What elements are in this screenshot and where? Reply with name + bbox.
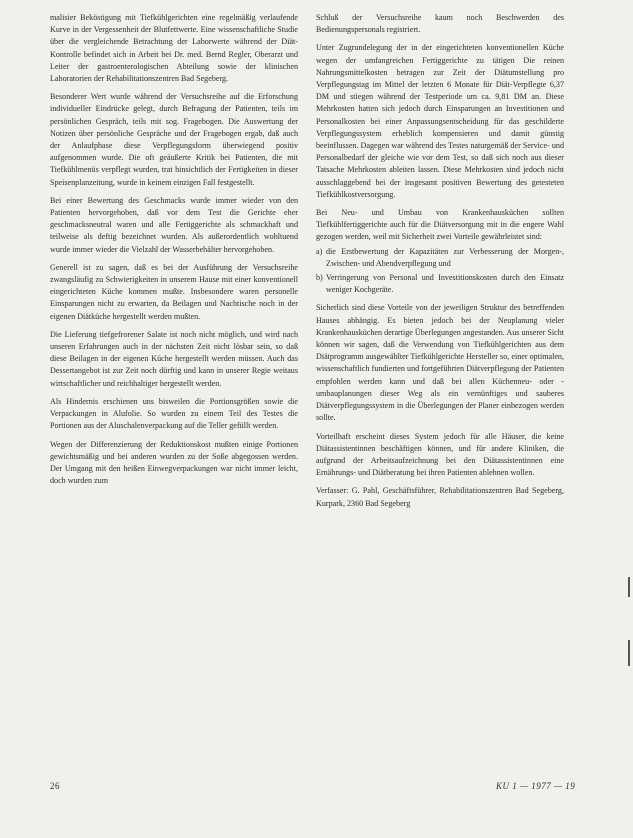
paragraph: Bei einer Bewertung des Geschmacks wurde immer wieder von den Patienten hervorgehoben, daß vor dem Test die Gerichte eher geschmacksneutral waren und alle Fertiggerichte als schmackhaft und teilweise als deftig bezeichnet wurden. Als außerordentlich wohltuend wurde immer wieder die Vielzahl der Wasserbehälter hervorgehoben. (50, 195, 298, 254)
paragraph: Sicherlich sind diese Vorteile von der jeweiligen Struktur des betreffenden Hauses abhängig. Es bieten jedoch bei der Neuplanung vieler Krankenhausküchen derartige Überlegungen angestanden. Aus unserer Sicht können wir sagen, daß die Verwendung von Tiefkühlgerichten aus dem Diätprogramm ausgewählter Tiefkühlgerichte Hersteller so, einer optimalen, wissenschaftlich fundierten und fortgeführten Diätverpflegung der Patienten empfohlen werden kann und daß bei allen Küchenneu- oder -umbauplanungen dieser Weg als ein vernünftiges und sauberes Diätverpflegungssystem in die Überlegungen der Planer einbezogen werden sollte. (316, 303, 564, 423)
list-item-label: a) (316, 246, 323, 256)
list-item (316, 246, 564, 270)
paragraph: Unter Zugrundelegung der in der eingerichteten konventionellen Küche wegen der umfangreichen Fertiggerichte zu tätigen Die reinen Nahrungsmittelkosten betragen zur Zeit der Diätumstellung pro Verpflegungstag im Mittel der letzten 6 Monate für Diät-Verpflegte 6,37 DM und stiegen während der Testperiode um ca. 9,81 DM an. Diese Mehrkosten hatten sich jedoch durch Einsparungen an Investitionen und Personalkosten bei einer Anpassungsentscheidung für das geschilderte Verpflegungssystem erheblich kompensieren und damit günstig beeinflussen. Dagegen war während des Testes naturgemäß der Service- und Personalbedarf der gleiche wie vor dem Test, so daß sich noch aus dieser Tatsache Mehrkosten ableiten lassen. Diese Mehrkosten sind jedoch nicht ausschlaggebend bei der insgesamt positiven Bewertung des getesteten Tiefkühlkostversorgung. (316, 43, 564, 199)
paragraph: Als Hindernis erschienen uns bisweilen die Portionsgrößen sowie die Verpackungen in Alufolie. So wurden zu einem Teil des Testes die Portionen aus der Aluschalenverpackung auf die Teller gefüllt werden. (50, 396, 298, 431)
list-item-text: Verringerung von Personal und Investitionskosten durch den Einsatz weniger Kochgeräte. (326, 273, 564, 295)
paragraph: Generell ist zu sagen, daß es bei der Ausführung der Versuchsreihe zwangsläufig zu Schwierigkeiten in unserem Hause mit einer konventionell eingerichteten Küche kommen mußte. Insbesondere waren personelle Einsparungen nicht zu erwarten, da Beilagen und Nachtische noch in der eigenen Diätküche hergestellt werden mußten. (50, 262, 298, 321)
right-text-column (316, 12, 564, 516)
paragraph: Besonderer Wert wurde während der Versuchsreihe auf die Erforschung individueller Eindrücke gelegt, durch Befragung der Patienten, teils im persönlichen Gespräch, teils mit sog. Fragebogen. Die Auswertung der Notizen über persönliche Gespräche und der Fragebogen ergab, daß auch der Anlaufphase diese Verpflegungsform überwiegend positiv aufgenommen wurde. Die oft geäußerte Kritik bei Patienten, die mit Tiefkühlmenüs verpflegt wurden, trat hinsichtlich der Fertigkeiten in dieser Speisenplanzeitung, wurde in keinem einzigen Fall festgestellt. (50, 92, 298, 187)
page-number: 26 (50, 781, 60, 791)
list-item (316, 272, 564, 296)
paragraph: malisier Beköstigung mit Tiefkühlgerichten eine regelmäßig verlaufende Kurve in der Vergessenheit der Blutfettwerte. Eine wissenschaftliche Studie über die vergleichende Betrachtung der Laborwerte während der Diät-Kontrolle befindet sich in Arbeit bei Dr. med. Bernd Regler, Oberarzt und Leiter der gastroenterologischen Abteilung sowie der klinischen Laboratorien der Rehabilitationszentren Bad Segeberg. (50, 13, 298, 84)
paragraph: Bei Neu- und Umbau von Krankenhausküchen sollten Tiefkühlfertiggerichte auch für die Diätversorgung mit in die engere Wahl gezogen werden, weil mit Sicherheit zwei Vorteile gewährleistet sind: (316, 208, 564, 242)
issue-reference: KU 1 — 1977 — 19 (496, 781, 576, 791)
author-note: Verfasser: G. Pahl, Geschäftsführer, Rehabilitationszentren Bad Segeberg, Kurpark, 2360 Bad Segeberg (316, 486, 564, 508)
paragraph: Wegen der Differenzierung der Reduktionskost mußten einige Portionen gewichtsmäßig und bei anderen wurden zu der Soße abgegossen werden. Der Umgang mit den heißen Einwegverpackungen war nicht immer leicht, doch wurden zum (50, 439, 298, 486)
left-text-column (50, 12, 298, 493)
paragraph: Vorteilhaft erscheint dieses System jedoch für alle Häuser, die keine Diätassistentinnen beschäftigen können, und für andere Kliniken, die aufgrund der Arbeitsaufzeichnung bei den Diätassistentinnen eine Ernährungs- und Diätberatung bei ihren Patienten ablehnen wollen. (316, 431, 564, 478)
scan-edge-mark (628, 640, 630, 666)
paragraph: Schluß der Versuchsreihe kaum noch Beschwerden des Bedienungspersonals registriert. (316, 13, 564, 35)
paragraph: Die Lieferung tiefgefrorener Salate ist noch nicht möglich, und wird nach unseren Erfahrungen auch in der nächsten Zeit nicht lösbar sein, so daß diese Beilagen in der eigenen Küche hergestellt werden müssen. Auch das Dessertangebot ist zur Zeit noch dürftig und kann in unserer Regie weitaus wirtschaftlicher und reichhaltiger hergestellt werden. (50, 329, 298, 388)
list-item-label: b) (316, 273, 323, 283)
list-item-text: die Erstbewertung der Kapazitäten zur Verbesserung der Morgen-, Zwischen- und Abendverpflegung und (326, 246, 564, 268)
scan-edge-mark (628, 577, 630, 597)
